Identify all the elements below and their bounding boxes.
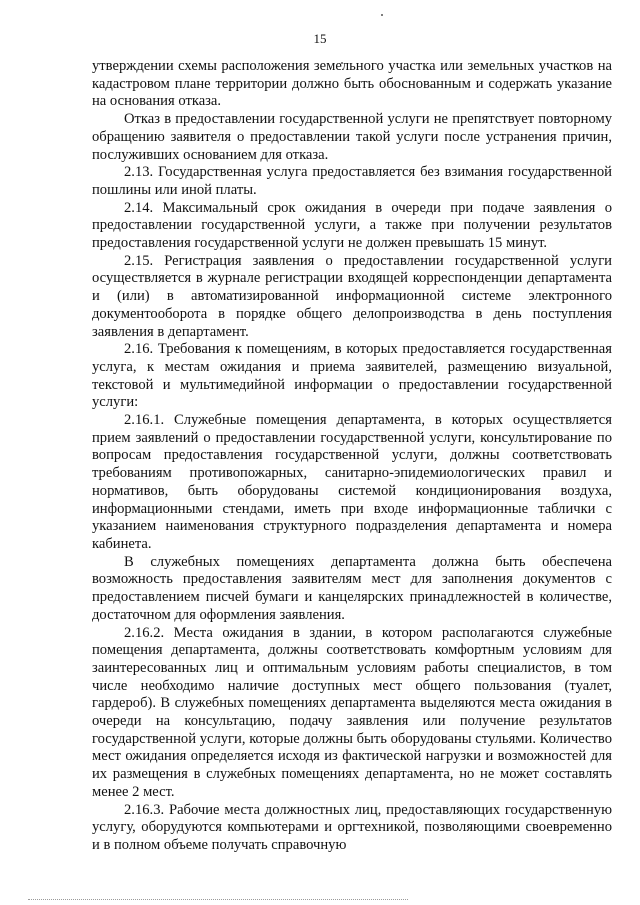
paragraph: 2.15. Регистрация заявления о предоставлении государственной услуги осуществляется в журнале регистрации входящей корреспонденции департамента и (или) в автоматизированной информационной системе электронного документооборота в порядке общего делопроизводства в день поступления заявления в департамент.	[92, 252, 612, 340]
paragraph: утверждении схемы расположения земельного участка или земельных участков на кадастровом плане территории должно быть обоснованным и содержать указание на основания отказа.	[92, 58, 612, 110]
document-body	[92, 58, 612, 855]
paragraph: 2.14. Максимальный срок ожидания в очереди при подаче заявления о предоставлении государственной услуги, а также при получении результатов предоставления государственной услуги не должен превышать 15 минут.	[92, 199, 612, 252]
paragraph: Отказ в предоставлении государственной услуги не препятствует повторному обращению заявителя о предоставлении такой услуги после устранения причин, послуживших основанием для отказа.	[92, 111, 612, 163]
paragraph: 2.16.1. Служебные помещения департамента, в которых осуществляется прием заявлений о предоставлении государственной услуги, консультирование по вопросам предоставления государственной услуги, должны соответствовать требованиям противопожарных, санитарно-эпидемиологических правил и нормативов, быть оборудованы системой кондиционирования воздуха, информационными стендами, иметь при входе информационные таблички с указанием наименования структурного подразделения департамента и номера кабинета.	[92, 412, 612, 552]
paragraph: 2.16. Требования к помещениям, в которых предоставляется государственная услуга, к местам ожидания и приема заявителей, размещению визуальной, текстовой и мультимедийной информации о предоставлении государственной услуги:	[92, 341, 612, 411]
page-number: 15	[313, 31, 327, 46]
scan-edge-line	[28, 899, 408, 900]
paragraph: 2.16.2. Места ожидания в здании, в котором располагаются служебные помещения департамента, должны соответствовать комфортным условиям для заинтересованных лиц и оптимальным условиям работы специалистов, в том числе необходимо наличие доступных мест общего пользования (туалет, гардероб). В служебных помещениях департамента выделяются места ожидания в очереди на консультацию, подачу заявления или получение результатов государственной услуги, которые должны быть оборудованы стульями. Количество мест ожидания определяется исходя из фактической нагрузки и возможностей для их размещения в служебных помещениях департамента, но не может составлять менее 2 мест.	[92, 624, 612, 800]
paragraph: 2.13. Государственная услуга предоставляется без взимания государственной пошлины или иной платы.	[92, 164, 612, 198]
scan-speck	[381, 14, 383, 16]
paragraph: В служебных помещениях департамента должна быть обеспечена возможность предоставления заявителям мест для заполнения документов с предоставлением писчей бумаги и канцелярских принадлежностей в количестве, достаточном для оформления заявления.	[92, 553, 612, 623]
paragraph: 2.16.3. Рабочие места должностных лиц, предоставляющих государственную услугу, оборудуются компьютерами и оргтехникой, позволяющими своевременно и в полном объеме получать справочную	[92, 801, 612, 853]
